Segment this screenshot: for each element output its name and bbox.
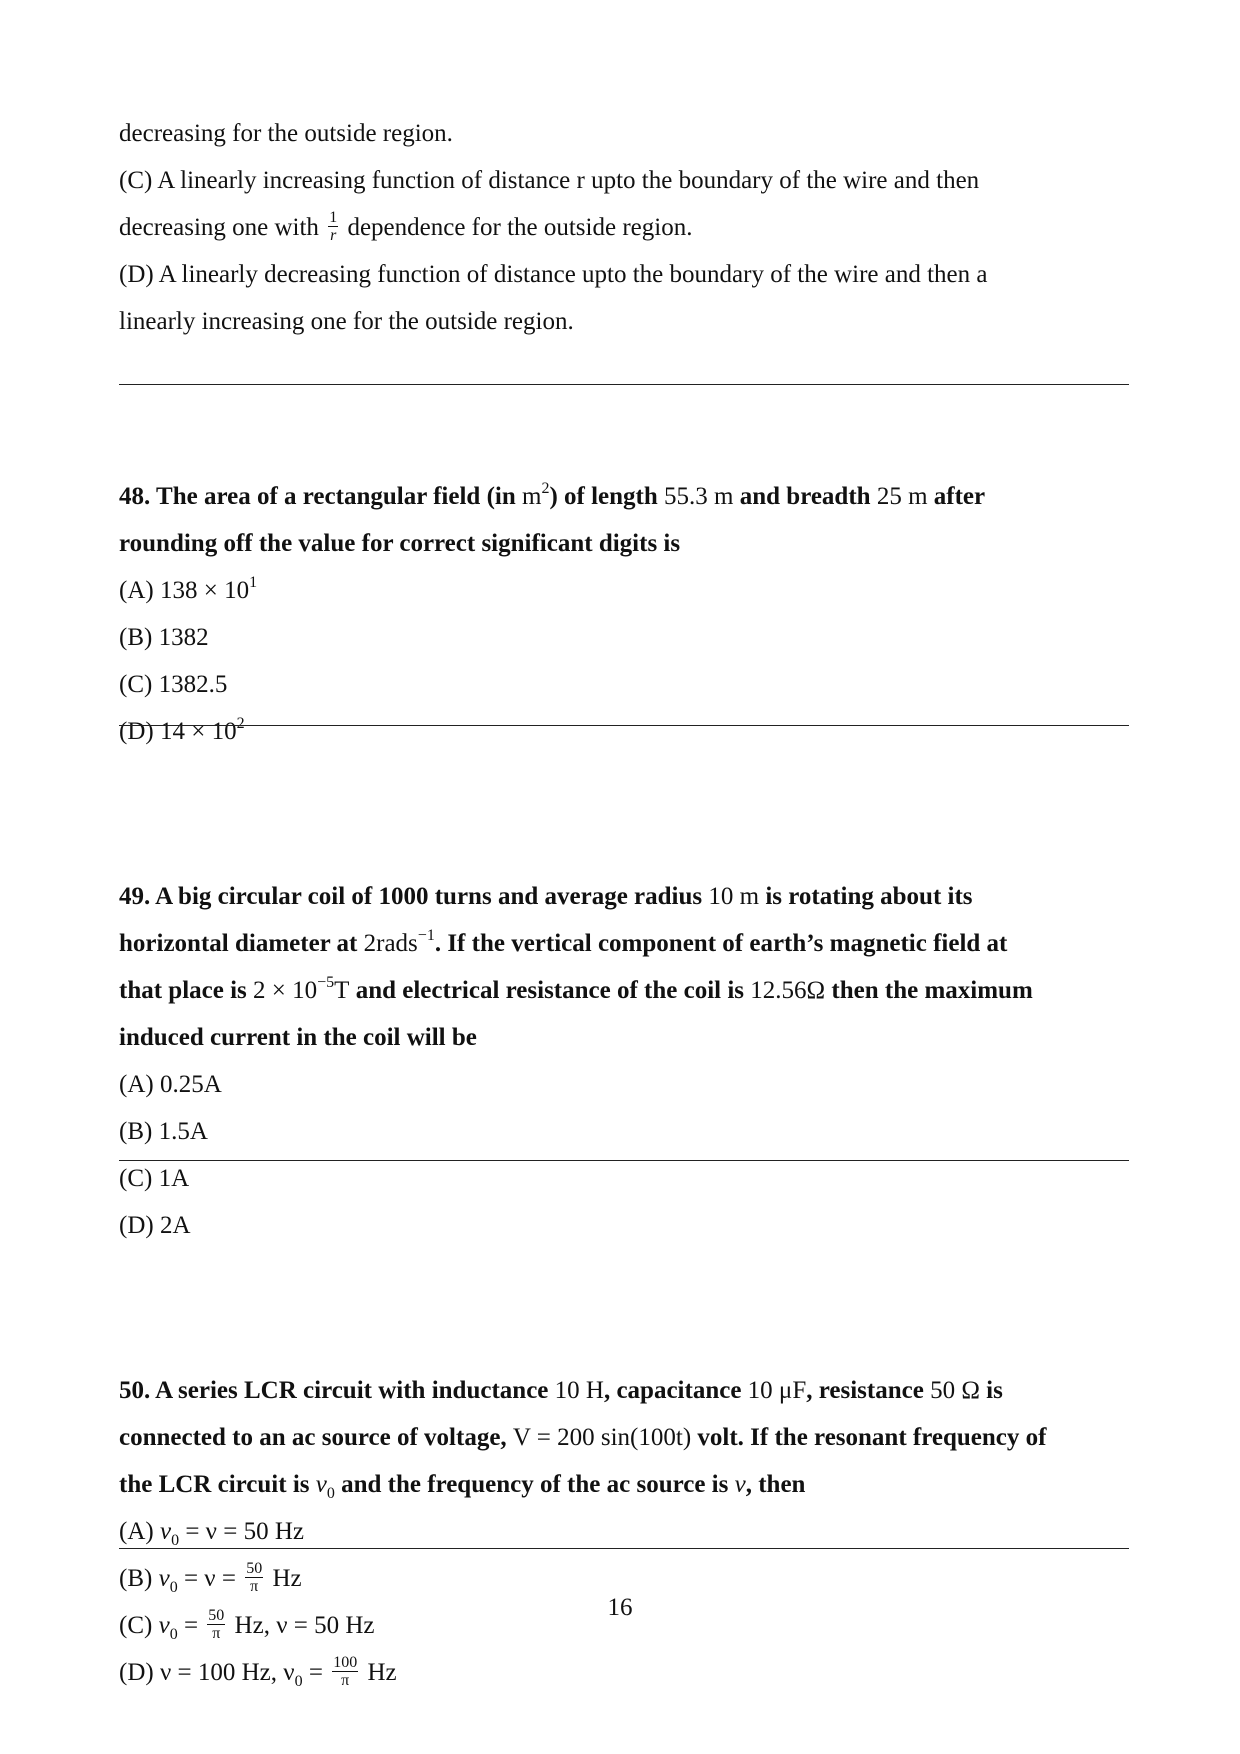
- divider-rule: [119, 1160, 1129, 1161]
- q50-option-a: (A) $\nu_0 = \nu = 50$ Hz: [119, 1518, 304, 1549]
- fraction-one-over-r: $\frac{1}{r}$: [329, 208, 338, 244]
- q49-option-a: (A) 0.25A: [119, 1071, 222, 1098]
- q48-option-a: (A) $138 \times 10^1$: [119, 573, 258, 604]
- q49-option-c: (C) 1A: [119, 1165, 190, 1192]
- carryover-line: decreasing for the outside region.: [119, 120, 453, 147]
- q49-stem-line-1: 49. A big circular coil of 1000 turns and average radius 10 m is rotating about its: [119, 883, 973, 910]
- q48-option-d: (D) $14 \times 10^2$: [119, 714, 245, 745]
- q50-stem-line-2: connected to an ac source of voltage, V = 200 sin(100t) volt. If the resonant frequency of: [119, 1424, 1047, 1451]
- q50-option-c: (C) $\nu_0$ = $\frac{50}{\pi}$ Hz, ν = 50 Hz: [119, 1606, 375, 1643]
- q48-option-b: (B) 1382: [119, 624, 209, 651]
- q50-option-d: (D) ν = 100 Hz, $\nu_0$ = $\frac{100}{\pi}$ Hz: [119, 1653, 397, 1690]
- q50-stem-line-3: the LCR circuit is $\nu_0$ and the frequency of the ac source is ν, then: [119, 1471, 806, 1502]
- fraction-100-over-pi: $\frac{100}{\pi}$: [333, 1653, 358, 1689]
- divider-rule: [119, 725, 1129, 726]
- q48-stem-line-2: rounding off the value for correct significant digits is: [119, 530, 681, 557]
- q48-option-c: (C) 1382.5: [119, 671, 228, 698]
- fraction-50-over-pi: $\frac{50}{\pi}$: [246, 1559, 263, 1595]
- q49-stem-line-3: that place is $2 \times 10^{-5}T$ and electrical resistance of the coil is 12.56Ω then the maximum: [119, 973, 1033, 1004]
- q49-stem-line-4: induced current in the coil will be: [119, 1024, 477, 1051]
- page-content: [119, 110, 1129, 1696]
- q50-stem-line-1: 50. A series LCR circuit with inductance 10 H, capacitance 10 μF, resistance 50 Ω is: [119, 1377, 1003, 1404]
- option-d-line-2: linearly increasing one for the outside region.: [119, 308, 574, 335]
- option-c-line-1: (C) A linearly increasing function of distance r upto the boundary of the wire and then: [119, 167, 980, 194]
- q49-option-d: (D) 2A: [119, 1212, 191, 1239]
- q49-stem-line-2: horizontal diameter at 2rads$^{-1}$. If the vertical component of earth’s magnetic field at: [119, 926, 1008, 957]
- divider-rule: [119, 1548, 1129, 1549]
- page-number: 16: [607, 1594, 633, 1621]
- q49-option-b: (B) 1.5A: [119, 1118, 208, 1145]
- fraction-50-over-pi: $\frac{50}{\pi}$: [208, 1606, 225, 1642]
- q48-stem-line-1: 48. The area of a rectangular field (in $m^2$) of length 55.3 m and breadth 25 m after: [119, 479, 986, 510]
- divider-rule: [119, 384, 1129, 385]
- q50-option-b: (B) $\nu_0 = \nu$ = $\frac{50}{\pi}$ Hz: [119, 1559, 302, 1596]
- option-c-line-2: decreasing one with $\frac{1}{r}$ dependence for the outside region.: [119, 208, 693, 244]
- option-d-line-1: (D) A linearly decreasing function of distance upto the boundary of the wire and then a: [119, 261, 988, 288]
